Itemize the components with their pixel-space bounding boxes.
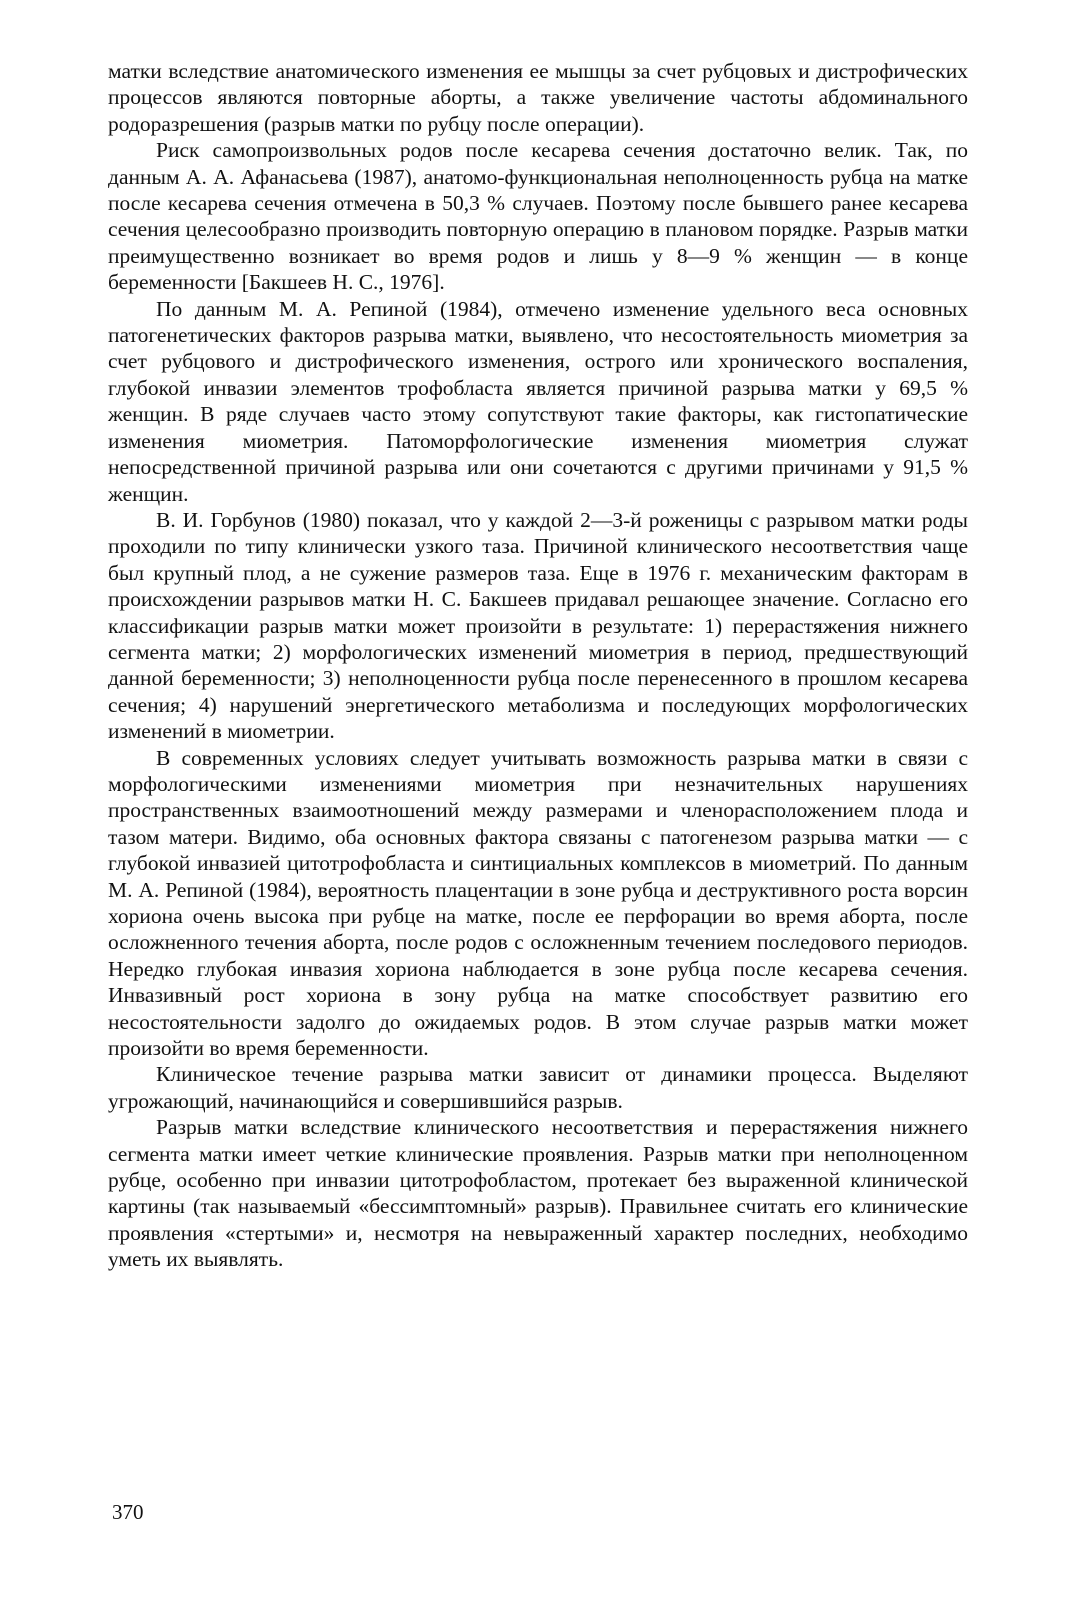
paragraph-2: Риск самопроизвольных родов после кесарева сечения достаточно велик. Так, по данным А. А. Афанасьева (1987), анатомо-функциональная неполноценность рубца на матке после кесарева сечения отмечена в 50,3 % случаев. Поэтому после бывшего ранее кесарева сечения целесообразно производить повторную операцию в плановом порядке. Разрыв матки преимущественно возникает во время родов и лишь у 8—9 % женщин — в конце беременности [Бакшеев Н. С., 1976]. [108,138,968,295]
paragraph-3: По данным М. А. Репиной (1984), отмечено изменение удельного веса основных патогенетических факторов разрыва матки, выявлено, что несостоятельность миометрия за счет рубцового и дистрофического изменения, острого или хронического воспаления, глубокой инвазии элементов трофобласта является причиной разрыва матки у 69,5 % женщин. В ряде случаев часто этому сопутствуют такие факторы, как гистопатические изменения миометрия. Патоморфологические изменения миометрия служат непосредственной причиной разрыва или они сочетаются с другими причинами у 91,5 % женщин. [108,296,968,506]
page-body [108,58,968,1273]
paragraph-7: Разрыв матки вследствие клинического несоответствия и перерастяжения нижнего сегмента матки имеет четкие клинические проявления. Разрыв матки при неполноценном рубце, особенно при инвазии цитотрофобластом, протекает без выраженной клинической картины (так называемый «бессимптомный» разрыв). Правильнее считать его клинические проявления «стертыми» и, несмотря на невыраженный характер последних, необходимо уметь их выявлять. [108,1115,968,1272]
paragraph-5: В современных условиях следует учитывать возможность разрыва матки в связи с морфологическими изменениями миометрия при незначительных нарушениях пространственных взаимоотношений между размерами и членорасположением плода и тазом матери. Видимо, оба основных фактора связаны с патогенезом разрыва матки — с глубокой инвазией цитотрофобласта и синтициальных комплексов в миометрий. По данным М. А. Репиной (1984), вероятность плацентации в зоне рубца и деструктивного роста ворсин хориона очень высока при рубце на матке, после ее перфорации во время аборта, после осложненного течения аборта, после родов с осложненным течением последового периодов. Нередко глубокая инвазия хориона наблюдается в зоне рубца после кесарева сечения. Инвазивный рост хориона в зону рубца на матке способствует развитию его несостоятельности задолго до ожидаемых родов. В этом случае разрыв матки может произойти во время беременности. [108,745,968,1061]
paragraph-4: В. И. Горбунов (1980) показал, что у каждой 2—3-й роженицы с разрывом матки роды проходили по типу клинически узкого таза. Причиной клинического несоответствия чаще был крупный плод, а не сужение размеров таза. Еще в 1976 г. механическим факторам в происхождении разрывов матки Н. С. Бакшеев придавал решающее значение. Согласно его классификации разрыв матки может произойти в результате: 1) перерастяжения нижнего сегмента матки; 2) морфологических изменений миометрия в период, предшествующий данной беременности; 3) неполноценности рубца после перенесенного в прошлом кесарева сечения; 4) нарушений энергетического метаболизма и последующих морфологических изменений в миометрии. [108,507,968,744]
page-number: 370 [112,1500,144,1524]
paragraph-6: Клиническое течение разрыва матки зависит от динамики процесса. Выделяют угрожающий, начинающийся и совершившийся разрыв. [108,1062,968,1113]
paragraph-1: матки вследствие анатомического изменения ее мышцы за счет рубцовых и дистрофических процессов являются повторные аборты, а также увеличение частоты абдоминального родоразрешения (разрыв матки по рубцу после операции). [108,59,968,136]
